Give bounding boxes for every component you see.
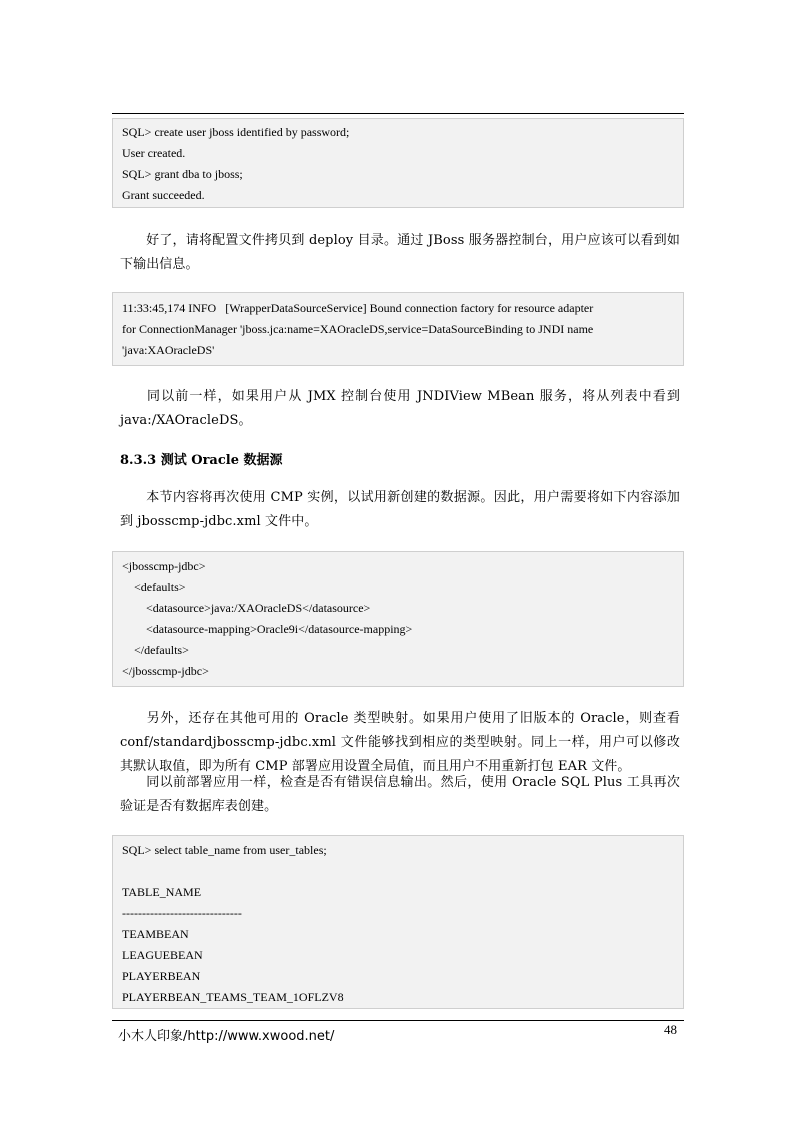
code-line: PLAYERBEAN xyxy=(122,969,201,983)
code-line: <defaults> xyxy=(122,580,186,594)
code-block-log-output xyxy=(112,292,684,366)
code-line: </jbosscmp-jdbc> xyxy=(122,664,209,678)
code-line: SQL> select table_name from user_tables; xyxy=(122,843,327,857)
code-block-user-tables xyxy=(112,835,684,1009)
code-line: LEAGUEBEAN xyxy=(122,948,203,962)
code-line: <jbosscmp-jdbc> xyxy=(122,559,206,573)
paragraph-verify-tables: 同以前部署应用一样，检查是否有错误信息输出。然后，使用 Oracle SQL Plus 工具再次验证是否有数据库表创建。 xyxy=(120,775,680,814)
code-line: ------------------------------ xyxy=(122,906,242,920)
code-block-jbosscmp-xml xyxy=(112,551,684,687)
code-line: TABLE_NAME xyxy=(122,885,202,899)
paragraph-jndiview: 同以前一样，如果用户从 JMX 控制台使用 JNDIView MBean 服务，将从列表中看到 java:/XAOracleDS。 xyxy=(120,389,680,428)
code-line: 11:33:45,174 INFO [WrapperDataSourceService] Bound connection factory for resource adapter xyxy=(122,301,594,315)
header-rule xyxy=(112,113,684,114)
code-line xyxy=(122,861,674,882)
code-block-create-user xyxy=(112,118,684,208)
code-line: Grant succeeded. xyxy=(122,188,205,202)
code-line: </defaults> xyxy=(122,643,189,657)
code-line: <datasource>java:/XAOracleDS</datasource> xyxy=(122,601,371,615)
code-line: User created. xyxy=(122,146,186,160)
code-line: 'java:XAOracleDS' xyxy=(122,343,215,357)
paragraph-cmp-example: 本节内容将再次使用 CMP 实例，以试用新创建的数据源。因此，用户需要将如下内容添加到 jbosscmp-jdbc.xml 文件中。 xyxy=(120,490,680,529)
code-line: for ConnectionManager 'jboss.jca:name=XAOracleDS,service=DataSourceBinding to JNDI name xyxy=(122,322,594,336)
code-line: <datasource-mapping>Oracle9i</datasource-mapping> xyxy=(122,622,413,636)
code-line: SQL> create user jboss identified by password; xyxy=(122,125,350,139)
paragraph-deploy: 好了，请将配置文件拷贝到 deploy 目录。通过 JBoss 服务器控制台，用户应该可以看到如下输出信息。 xyxy=(120,233,680,272)
paragraph-type-mapping: 另外，还存在其他可用的 Oracle 类型映射。如果用户使用了旧版本的 Oracle，则查看 conf/standardjbosscmp-jdbc.xml 文件能够找到相应的类型映射。同上一样，用户可以修改其默认取值，即为所有 CMP 部署应用设置全局值，而且用户不用重新打包 EAR 文件。 xyxy=(120,711,680,774)
code-line: SQL> grant dba to jboss; xyxy=(122,167,243,181)
code-line: PLAYERBEAN_TEAMS_TEAM_1OFLZV8 xyxy=(122,990,344,1004)
section-heading: 8.3.3 测试 Oracle 数据源 xyxy=(120,453,283,468)
code-line: TEAMBEAN xyxy=(122,927,189,941)
footer-site-url: 小木人印象/http://www.xwood.net/ xyxy=(118,1029,335,1044)
footer-rule xyxy=(112,1020,684,1021)
page-number: 48 xyxy=(664,1022,677,1037)
